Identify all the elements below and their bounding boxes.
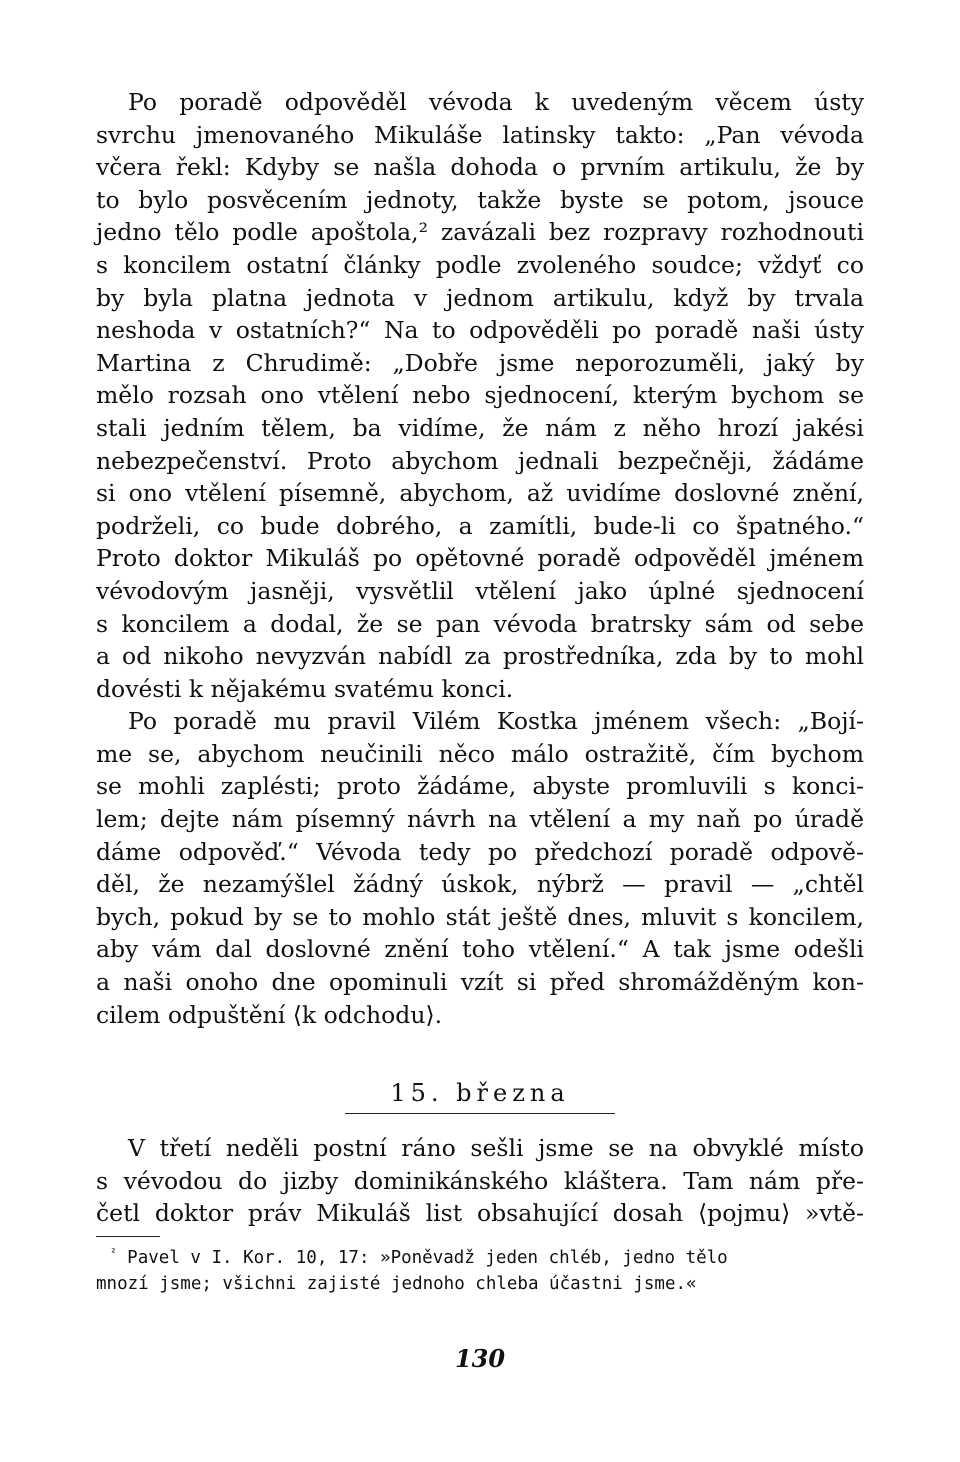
section-heading: 15. března [390, 1079, 570, 1108]
text-line: podrželi, co bude dobrého, a zamítli, bude-li co špatného.“ [96, 511, 864, 540]
footnote-text: Pavel v I. Kor. 10, 17: »Poněvadž jeden chléb, jedno tělo [127, 1248, 728, 1268]
text-line: se mohli zaplésti; proto žádáme, abyste promluvili s konci- [96, 772, 864, 801]
text-line: si ono vtělení písemně, abychom, až uvidíme doslovné znění, [96, 479, 864, 508]
footnote [96, 1245, 864, 1297]
text-line: děl, že nezamýšlel žádný úskok, nýbrž — pravil — „chtěl [96, 870, 864, 899]
text-line: četl doktor práv Mikuláš list obsahující dosah ⟨pojmu⟩ »vtě- [96, 1199, 864, 1228]
text-line: svrchu jmenovaného Mikuláše latinsky takto: „Pan vévoda [96, 120, 864, 149]
text-line: to bylo posvěcením jednoty, takže byste se potom, jsouce [96, 185, 864, 214]
footnote-line: mnozí jsme; všichni zajisté jednoho chleba účastni jsme.« [96, 1274, 697, 1294]
text-line: s koncilem a dodal, že se pan vévoda bratrsky sám od sebe [96, 609, 864, 638]
text-line: a naši onoho dne opominuli vzít si před shromážděným kon- [96, 968, 864, 997]
text-line: Proto doktor Mikuláš po opětovné poradě odpověděl jménem [96, 544, 864, 573]
text-line: včera řekl: Kdyby se našla dohoda o prvním artikulu, že by [96, 153, 864, 182]
footnote-rule [96, 1236, 160, 1237]
text-line: nebezpečenství. Proto abychom jednali bezpečněji, žádáme [96, 446, 864, 475]
text-line: Po poradě odpověděl vévoda k uvedeným věcem ústy [128, 88, 864, 116]
text-line: stali jedním tělem, ba vidíme, že nám z něho hrozí jakési [96, 413, 864, 442]
text-line: dovésti k nějakému svatému konci. [96, 674, 514, 703]
paragraph-2 [96, 705, 864, 1031]
heading-rule [345, 1113, 615, 1114]
text-line: mělo rozsah ono vtělení nebo sjednocení, kterým bychom se [96, 381, 864, 410]
paragraph-3 [96, 1132, 864, 1230]
text-line: bych, pokud by se to mohlo stát ještě dnes, mluvit s koncilem, [96, 902, 864, 931]
text-line: a od nikoho nevyzván nabídl za prostředníka, zda by to mohl [96, 642, 864, 671]
text-line: cilem odpuštění ⟨k odchodu⟩. [96, 1000, 443, 1029]
text-line: lem; dejte nám písemný návrh na vtělení a my naň po úradě [96, 805, 864, 834]
paragraph-1 [96, 86, 864, 705]
footnote-line [96, 1245, 864, 1271]
text-line: by byla platna jednota v jednom artikulu, když by trvala [96, 283, 864, 312]
text-line: s koncilem ostatní články podle zvoleného soudce; vždyť co [96, 250, 864, 279]
text-line: Martina z Chrudimě: „Dobře jsme neporozuměli, jaký by [96, 348, 864, 377]
text-line: me se, abychom neučinili něco málo ostražitě, čím bychom [96, 739, 864, 768]
text-line: jedno tělo podle apoštola,² zavázali bez rozpravy rozhodnouti [96, 218, 864, 247]
footnote-marker: ² [110, 1246, 117, 1260]
text-line: aby vám dal doslovné znění toho vtělení.“ A tak jsme odešli [96, 935, 864, 964]
text-line: Po poradě mu pravil Vilém Kostka jménem všech: „Bojí- [128, 707, 864, 736]
page-number: 130 [454, 1344, 506, 1373]
text-line: dáme odpověď.“ Vévoda tedy po předchozí poradě odpově- [96, 837, 864, 866]
text-line: s vévodou do jizby dominikánského kláštera. Tam nám pře- [96, 1166, 864, 1195]
page-body [96, 86, 864, 1297]
text-line: V třetí neděli postní ráno sešli jsme se na obvyklé místo [128, 1134, 864, 1163]
text-line: neshoda v ostatních?“ Na to odpověděli po poradě naši ústy [96, 316, 864, 345]
text-line: vévodovým jasněji, vysvětlil vtělení jako úplné sjednocení [96, 576, 864, 605]
